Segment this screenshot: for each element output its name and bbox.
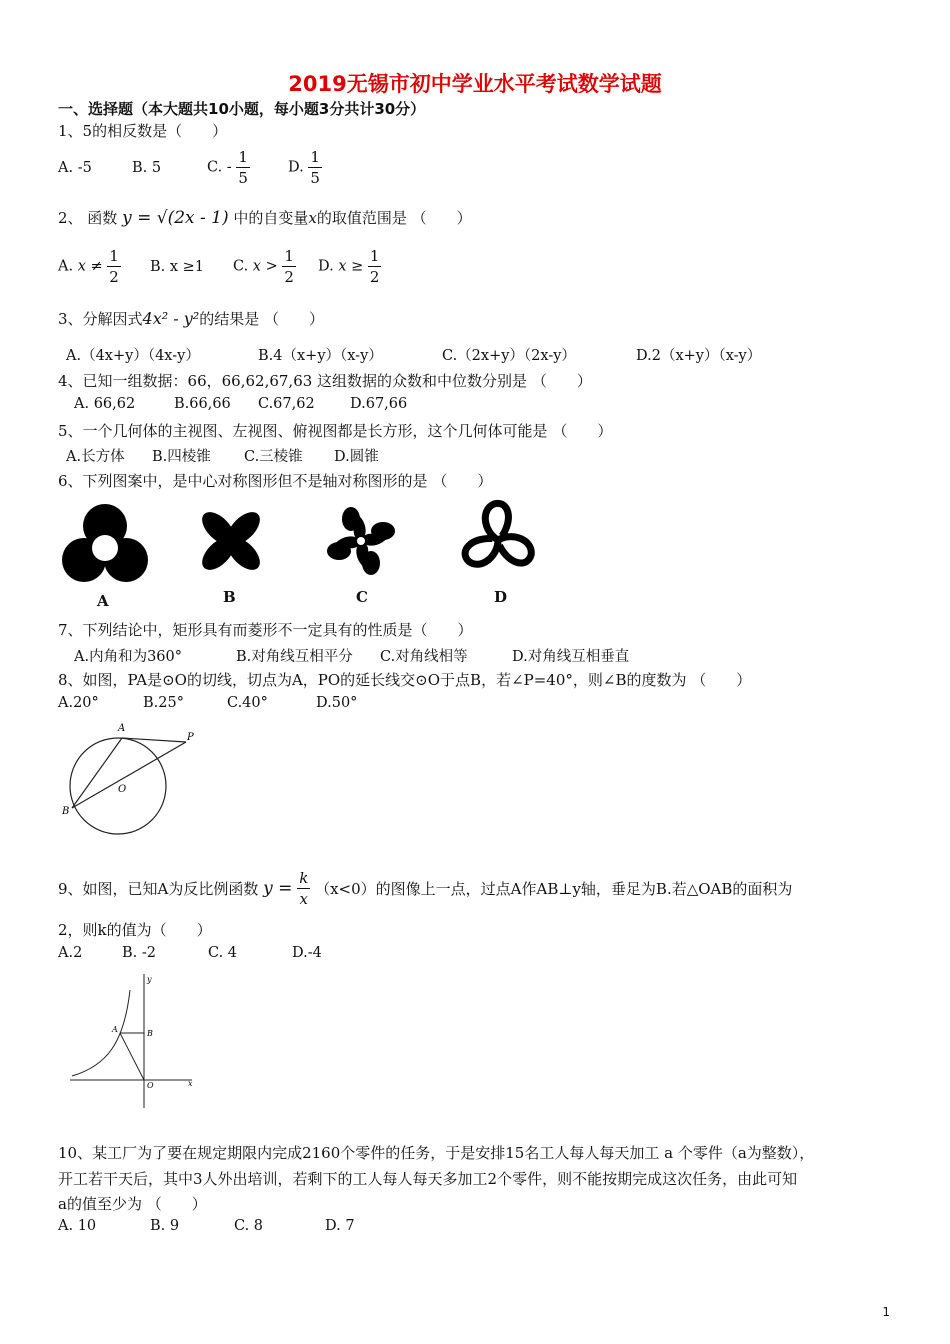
page-title: 2019无锡市初中学业水平考试数学试题 <box>288 72 662 96</box>
q9-label-a: A <box>112 1025 118 1034</box>
q2-option-a: A. x ≠ $\frac{1}{2}$ <box>58 247 119 286</box>
q1-option-c: C. - $\frac{1}{5}$ <box>207 148 248 187</box>
q7-option-c: C.对角线相等 <box>380 649 468 665</box>
q10-option-c: C. 8 <box>234 1218 264 1234</box>
q9-hyperbola-figure <box>66 970 206 1112</box>
figure-d-three-loop <box>456 498 540 582</box>
question-2-stem: 2、 函数 y = √(2x - 1) 中的自变量x的取值范围是 （ ） <box>58 208 472 228</box>
page-number: 1 <box>882 1305 890 1319</box>
q9-label-y: y <box>147 975 152 984</box>
q8-circle-tangent-figure <box>60 718 200 836</box>
figure-a-label: A <box>97 592 109 610</box>
q10-option-d: D. 7 <box>325 1218 355 1234</box>
q10-option-b: B. 9 <box>150 1218 180 1234</box>
q9-label-x: x <box>188 1079 193 1088</box>
q9-option-c: C. 4 <box>208 945 238 961</box>
q2-option-b: B. x ≥1 <box>150 259 205 275</box>
q1-option-b: B. 5 <box>132 160 162 176</box>
q8-option-c: C.40° <box>227 695 268 711</box>
question-4-stem: 4、已知一组数据：66，66,62,67,63 这组数据的众数和中位数分别是 （ ） <box>58 372 592 390</box>
q1-option-a: A. -5 <box>58 160 92 176</box>
figure-b-four-petal <box>193 503 269 579</box>
question-5-stem: 5、一个几何体的主视图、左视图、俯视图都是长方形，这个几何体可能是 （ ） <box>58 422 613 440</box>
q8-option-b: B.25° <box>143 695 184 711</box>
figure-a-three-lobe <box>60 500 150 590</box>
section-heading: 一、选择题（本大题共10小题，每小题3分共计30分） <box>58 100 426 118</box>
q8-label-o: O <box>118 784 127 795</box>
q10-option-a: A. 10 <box>58 1218 97 1234</box>
q4-option-b: B.66,66 <box>174 396 231 412</box>
figure-c-pinwheel <box>320 500 402 582</box>
question-3-stem: 3、分解因式4x² - y²的结果是 （ ） <box>58 309 324 328</box>
question-6-stem: 6、下列图案中，是中心对称图形但不是轴对称图形的是 （ ） <box>58 472 493 490</box>
q8-label-p: P <box>187 732 194 743</box>
figure-c-label: C <box>356 588 368 606</box>
question-7-stem: 7、下列结论中，矩形具有而菱形不一定具有的性质是（ ） <box>58 621 473 639</box>
q7-option-b: B.对角线互相平分 <box>236 649 353 665</box>
q8-option-d: D.50° <box>316 695 358 711</box>
question-10-line-3: a的值至少为 （ ） <box>58 1195 207 1213</box>
q1-option-d: D. $\frac{1}{5}$ <box>288 148 320 187</box>
question-9-stem-cont: 2，则k的值为（ ） <box>58 921 212 939</box>
q4-option-c: C.67,62 <box>258 396 315 412</box>
q9-label-b: B <box>147 1029 153 1038</box>
q9-option-a: A.2 <box>58 945 83 961</box>
q4-option-a: A. 66,62 <box>74 396 136 412</box>
question-1-stem: 1、5的相反数是（ ） <box>58 122 228 140</box>
q5-option-b: B.四棱锥 <box>152 449 211 465</box>
q3-option-c: C.（2x+y）（2x-y） <box>442 348 576 364</box>
q8-option-a: A.20° <box>58 695 99 711</box>
figure-d-label: D <box>494 588 508 606</box>
q9-option-b: B. -2 <box>122 945 156 961</box>
q5-option-a: A.长方体 <box>66 449 125 465</box>
q2-option-c: C. x > $\frac{1}{2}$ <box>233 247 294 286</box>
question-10-line-2: 开工若干天后，其中3人外出培训，若剩下的工人每人每天多加工2个零件，则不能按期完成这次任务，由此可知 <box>58 1170 798 1188</box>
q5-option-d: D.圆锥 <box>334 449 379 465</box>
q2-option-d: D. x ≥ $\frac{1}{2}$ <box>318 247 380 286</box>
question-10-line-1: 10、某工厂为了要在规定期限内完成2160个零件的任务，于是安排15名工人每人每天加工 a 个零件（a为整数）， <box>58 1144 815 1162</box>
question-9-stem: 9、如图，已知A为反比例函数 y = $\frac{k}{x}$ （x<0）的图像上一点，过点A作AB⊥y轴，垂足为B.若△OAB的面积为 <box>58 869 793 908</box>
figure-b-label: B <box>223 588 236 606</box>
question-8-stem: 8、如图，PA是⊙O的切线，切点为A，PO的延长线交⊙O于点B，若∠P=40°，则∠B的度数为 （ ） <box>58 671 752 689</box>
q9-label-o: O <box>147 1081 154 1090</box>
q3-option-a: A.（4x+y）（4x-y） <box>66 348 200 364</box>
q3-option-b: B.4（x+y）（x-y） <box>258 348 383 364</box>
q4-option-d: D.67,66 <box>350 396 408 412</box>
q8-label-b: B <box>62 806 70 817</box>
q7-option-a: A.内角和为360° <box>74 649 183 665</box>
q7-option-d: D.对角线互相垂直 <box>512 649 630 665</box>
q9-option-d: D.-4 <box>292 945 322 961</box>
q3-option-d: D.2（x+y）（x-y） <box>636 348 762 364</box>
q8-label-a: A <box>118 723 126 734</box>
q5-option-c: C.三棱锥 <box>244 449 303 465</box>
